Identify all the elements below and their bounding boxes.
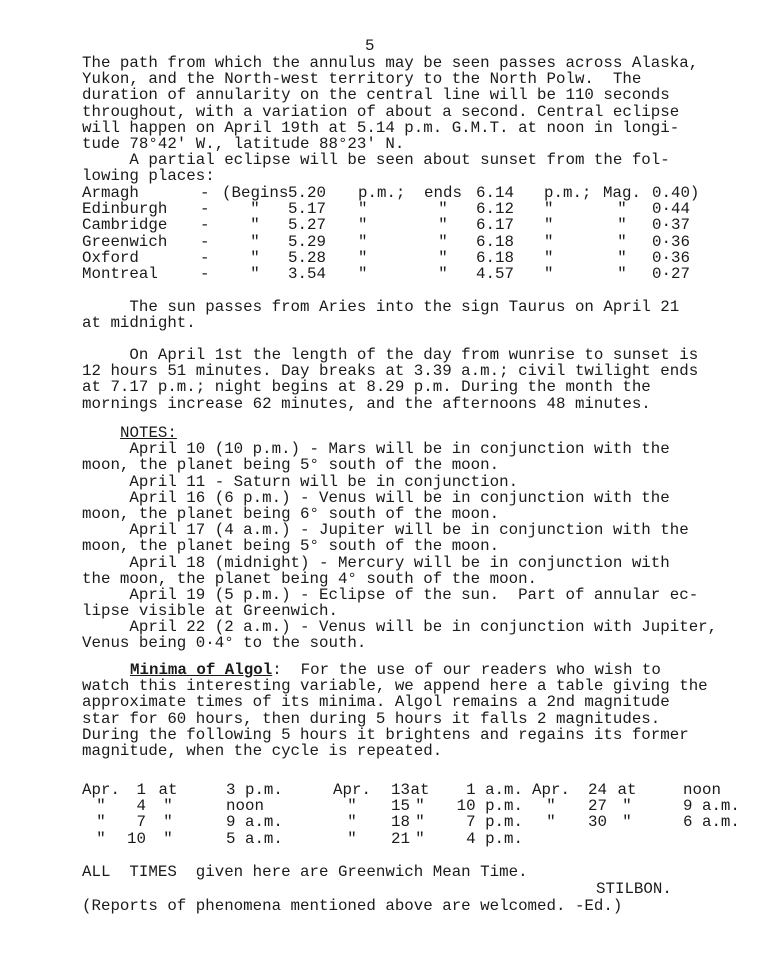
text-line: Yukon, and the North-west territory to the North Polw. The	[82, 70, 642, 89]
eclipse-row	[82, 266, 742, 282]
eclipse-cell-mv: 0·44	[652, 200, 690, 219]
minima-cell: 9 a.m.	[226, 813, 283, 832]
partial-eclipse-paragraph	[82, 152, 742, 184]
minima-cell: "	[163, 829, 173, 848]
minima-cell: "	[546, 797, 556, 816]
minima-cell: "	[347, 813, 357, 832]
minima-cell: 1	[136, 781, 146, 799]
eclipse-cell-place: Armagh	[82, 184, 139, 202]
minima-cell: 4	[136, 797, 146, 816]
eclipse-cell-bu: p.m.;	[358, 184, 406, 202]
text-line: lowing places:	[82, 167, 215, 186]
minima-cell: noon	[226, 797, 264, 816]
algol-line: approximate times of its minima. Algol remains a 2nd magnitude	[82, 693, 670, 712]
minima-cell: "	[347, 829, 357, 848]
eclipse-cell-dash: -	[200, 184, 210, 202]
minima-cell: "	[546, 813, 556, 832]
eclipse-cell-mag: "	[617, 216, 627, 235]
minima-cell: "	[163, 797, 173, 816]
eclipse-cell-ends: "	[438, 216, 448, 235]
text-line: will happen on April 19th at 5.14 p.m. G.M.T. at noon in longi-	[82, 118, 680, 137]
minima-row	[82, 831, 742, 847]
eclipse-cell-bu: "	[358, 216, 368, 235]
eclipse-cell-mv: 0·27	[652, 264, 690, 283]
text-line: April 16 (6 p.m.) - Venus will be in conjunction with the	[82, 488, 670, 507]
eclipse-cell-begins: "	[250, 264, 260, 283]
notes-list	[82, 441, 742, 651]
eclipse-cell-bu: "	[358, 200, 368, 219]
eclipse-cell-begins: "	[250, 200, 260, 219]
text-line: mornings increase 62 minutes, and the afternoons 48 minutes.	[82, 394, 651, 413]
eclipse-cell-et: 6.12	[476, 200, 514, 219]
eclipse-row	[82, 185, 742, 201]
minima-row	[82, 782, 742, 798]
minima-cell: 15	[391, 797, 410, 816]
eclipse-row	[82, 217, 742, 233]
day-length-paragraph	[82, 347, 742, 412]
notes-section	[82, 425, 742, 652]
text-line: lipse visible at Greenwich.	[82, 602, 338, 621]
minima-row	[82, 798, 742, 814]
algol-line: watch this interesting variable, we append here a table giving the	[82, 677, 708, 696]
algol-line: During the following 5 hours it brightens and regains its former	[82, 725, 689, 744]
text-line: April 10 (10 p.m.) - Mars will be in conjunction with the	[82, 440, 670, 459]
minima-cell: 7 p.m.	[466, 813, 523, 832]
text-line: tude 78°42' W., latitude 88°23' N.	[82, 134, 405, 153]
eclipse-cell-mv: 0·36	[652, 232, 690, 251]
minima-cell: Apr.	[333, 781, 371, 799]
algol-heading: Minima of Algol	[130, 661, 273, 679]
eclipse-cell-bt: 5.28	[288, 248, 326, 267]
eclipse-cell-begins: "	[250, 248, 260, 267]
minima-cell: at	[410, 781, 430, 799]
signature: STILBON.	[596, 880, 672, 898]
minima-cell: "	[96, 813, 106, 832]
minima-cell: Apr.	[532, 781, 570, 799]
minima-cell: 10	[127, 829, 146, 848]
minima-cell: at	[158, 781, 178, 799]
minima-cell: 3 p.m.	[226, 781, 283, 799]
minima-cell: 7	[136, 813, 146, 832]
eclipse-cell-et: 6.18	[476, 232, 514, 251]
text-line: April 17 (4 a.m.) - Jupiter will be in conjunction with the	[82, 521, 689, 540]
eclipse-cell-dash: -	[200, 264, 210, 283]
text-line: April 19 (5 p.m.) - Eclipse of the sun. Part of annular ec-	[82, 585, 699, 604]
minima-cell: at	[617, 781, 637, 799]
eclipse-cell-bu: "	[358, 264, 368, 283]
eclipse-cell-place: Cambridge	[82, 216, 168, 235]
eclipse-cell-dash: -	[200, 216, 210, 235]
eclipse-cell-et: 6.14	[476, 184, 514, 202]
text-line: April 18 (midnight) - Mercury will be in conjunction with	[82, 553, 670, 572]
text-line: the moon, the planet being 4° south of the moon.	[82, 569, 538, 588]
sun-taurus-paragraph	[82, 299, 742, 331]
eclipse-cell-eu: "	[544, 264, 554, 283]
eclipse-cell-begins: "	[250, 232, 260, 251]
notes-heading: NOTES:	[120, 424, 177, 442]
minima-cell: 1 a.m.	[466, 781, 523, 799]
minima-cell: 10 p.m.	[456, 797, 523, 816]
eclipse-cell-eu: "	[544, 232, 554, 251]
minima-cell: "	[347, 797, 357, 816]
text-line: April 11 - Saturn will be in conjunction.	[82, 472, 519, 491]
text-line: moon, the planet being 5° south of the moon.	[82, 456, 500, 475]
eclipse-cell-place: Greenwich	[82, 232, 168, 251]
minima-cell: 9 a.m.	[683, 797, 740, 816]
text-line: at midnight.	[82, 314, 196, 333]
minima-cell: "	[622, 797, 632, 816]
eclipse-cell-et: 4.57	[476, 264, 514, 283]
text-line: at 7.17 p.m.; night begins at 8.29 p.m. During the month the	[82, 378, 651, 397]
minima-cell: "	[415, 797, 425, 816]
text-line: duration of annularity on the central line will be 110 seconds	[82, 86, 670, 105]
algol-section	[82, 662, 742, 759]
text-line: Venus being 0·4° to the south.	[82, 634, 367, 653]
minima-cell: 4 p.m.	[466, 829, 523, 848]
text-line: throughout, with a variation of about a second. Central eclipse	[82, 102, 680, 121]
eclipse-cell-place: Montreal	[82, 264, 158, 283]
eclipse-cell-ends: "	[438, 200, 448, 219]
text-line: moon, the planet being 5° south of the moon.	[82, 537, 500, 556]
eclipse-cell-bt: 5.20	[288, 184, 326, 202]
minima-cell: 21	[391, 829, 410, 848]
eclipse-cell-dash: -	[200, 200, 210, 219]
minima-cell: 30	[588, 813, 607, 832]
minima-cell: 6 a.m.	[683, 813, 740, 832]
minima-cell: 24	[588, 781, 607, 799]
text-line: The sun passes from Aries into the sign Taurus on April 21	[82, 298, 680, 316]
eclipse-cell-begins: (Begins	[222, 184, 289, 202]
eclipse-row	[82, 234, 742, 250]
minima-cell: Apr.	[82, 781, 120, 799]
minima-cell: "	[415, 829, 425, 848]
algol-line: star for 60 hours, then during 5 hours it falls 2 magnitudes.	[82, 709, 661, 728]
eclipse-cell-mv: 0.40)	[652, 184, 700, 202]
minima-cell: 27	[588, 797, 607, 816]
algol-line: magnitude, when the cycle is repeated.	[82, 741, 443, 760]
reports-note: (Reports of phenomena mentioned above are welcomed. -Ed.)	[82, 897, 623, 915]
eclipse-cell-eu: "	[544, 248, 554, 267]
eclipse-cell-dash: -	[200, 248, 210, 267]
minima-table	[82, 782, 742, 847]
minima-cell: 5 a.m.	[226, 829, 283, 848]
minima-cell: "	[163, 813, 173, 832]
minima-cell: "	[415, 813, 425, 832]
eclipse-cell-bu: "	[358, 248, 368, 267]
eclipse-row	[82, 201, 742, 217]
eclipse-cell-ends: ends	[424, 184, 462, 202]
eclipse-cell-bt: 5.27	[288, 216, 326, 235]
eclipse-cell-begins: "	[250, 216, 260, 235]
eclipse-cell-place: Oxford	[82, 248, 139, 267]
eclipse-cell-mag: "	[617, 264, 627, 283]
eclipse-cell-place: Edinburgh	[82, 200, 168, 219]
minima-row	[82, 814, 742, 830]
text-line: 12 hours 51 minutes. Day breaks at 3.39 a.m.; civil twilight ends	[82, 362, 699, 381]
eclipse-cell-mag: "	[617, 232, 627, 251]
eclipse-cell-bt: 3.54	[288, 264, 326, 283]
eclipse-row	[82, 250, 742, 266]
eclipse-cell-bu: "	[358, 232, 368, 251]
eclipse-cell-mv: 0·36	[652, 248, 690, 267]
minima-cell: 13	[391, 781, 410, 799]
eclipse-cell-eu: p.m.;	[544, 184, 592, 202]
intro-paragraph	[82, 55, 742, 152]
text-line: The path from which the annulus may be seen passes across Alaska,	[82, 54, 699, 72]
eclipse-cell-mag: Mag.	[603, 184, 641, 202]
eclipse-cell-mag: "	[617, 248, 627, 267]
eclipse-cell-bt: 5.17	[288, 200, 326, 219]
eclipse-cell-mv: 0·37	[652, 216, 690, 235]
all-times-note: ALL TIMES given here are Greenwich Mean Time.	[82, 863, 528, 881]
eclipse-cell-mag: "	[617, 200, 627, 219]
text-line: moon, the planet being 6° south of the moon.	[82, 504, 500, 523]
eclipse-table	[82, 185, 742, 282]
eclipse-cell-et: 6.18	[476, 248, 514, 267]
eclipse-cell-eu: "	[544, 216, 554, 235]
algol-line: : For the use of our readers who wish to	[272, 661, 661, 679]
eclipse-cell-ends: "	[438, 248, 448, 267]
minima-cell: 18	[391, 813, 410, 832]
minima-cell: noon	[683, 781, 721, 799]
page-number: 5	[365, 37, 375, 55]
eclipse-cell-eu: "	[544, 200, 554, 219]
eclipse-cell-bt: 5.29	[288, 232, 326, 251]
eclipse-cell-ends: "	[438, 232, 448, 251]
eclipse-cell-ends: "	[438, 264, 448, 283]
minima-cell: "	[96, 797, 106, 816]
minima-cell: "	[622, 813, 632, 832]
text-line: On April 1st the length of the day from wunrise to sunset is	[82, 346, 699, 364]
text-line: April 22 (2 a.m.) - Venus will be in conjunction with Jupiter,	[82, 618, 718, 637]
eclipse-cell-et: 6.17	[476, 216, 514, 235]
minima-cell: "	[96, 829, 106, 848]
eclipse-cell-dash: -	[200, 232, 210, 251]
text-line: A partial eclipse will be seen about sunset from the fol-	[82, 151, 670, 169]
